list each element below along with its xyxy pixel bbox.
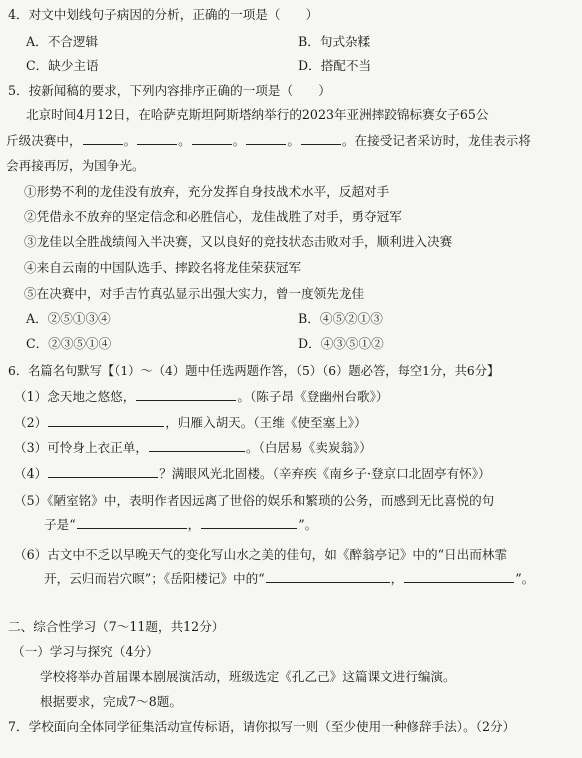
q6-s3-source: 。（白居易《卖炭翁》） [245,440,372,455]
q4-option-a: A．不合逻辑 [26,34,99,49]
q5-passage-line3: 会再接再厉，为国争光。 [6,158,145,173]
q6-s6-close: ”。 [515,571,535,586]
q6-sentence-1 [14,386,388,405]
q5-blank-4[interactable] [246,132,286,145]
q5-option-c: C．②③⑤①④ [26,336,112,351]
q6-s6-blank-2[interactable] [404,570,514,583]
q6-s1-source: 。（陈子昂《登幽州台歌》） [237,389,389,404]
q6-s2-text: ，归雁入胡天。（王维《使至塞上》） [165,415,367,430]
section2-subsection-title: （一）学习与探究（4分） [12,644,159,659]
q5-option-d: D．④③⑤①② [298,336,384,351]
q5-blank-2[interactable] [137,132,177,145]
q5-item-2: ②凭借永不放弃的坚定信念和必胜信心，龙佳战胜了对手，勇夺冠军 [24,209,402,224]
q6-s6-lead: 开，云归而岩穴暝”；《岳阳楼记》中的“ [44,571,265,586]
q4-stem: 4．对文中划线句子病因的分析，正确的一项是（ ） [8,7,319,22]
q4-option-d: D．搭配不当 [298,58,372,73]
q5-item-4: ④来自云南的中国队选手、摔跤名将龙佳荣获冠军 [24,260,302,275]
q6-s5-blank-2[interactable] [201,516,297,529]
q5-blank-3[interactable] [192,132,232,145]
q5-item-5: ⑤在决赛中，对手吉竹真弘显示出强大实力，曾一度领先龙佳 [24,286,365,301]
q6-sentence-3 [14,437,372,456]
q5-blank-5[interactable] [301,132,341,145]
q5-passage-line2-start: 斤级决赛中， [6,133,82,148]
q5-option-a: A．②⑤①③④ [26,311,111,326]
q6-s1-text: （1）念天地之悠悠， [14,389,136,404]
section2-intro-1: 学校将举办首届课本剧展演活动，班级选定《孔乙己》这篇课文进行编演。 [40,669,456,684]
q6-sentence-5-line2 [44,514,317,533]
q6-s5-blank-1[interactable] [77,516,187,529]
q6-s4-blank[interactable] [48,465,158,478]
q6-s6-comma: ， [390,571,404,586]
q5-item-1: ①形势不利的龙佳没有放弃，充分发挥自身技战术水平，反超对手 [24,184,390,199]
q6-s4-num: （4） [14,466,48,481]
q5-passage-line2: 斤级决赛中， 。 。 。 。 。在接受记者采访时，龙佳表示将 [6,133,531,148]
q6-s2-num: （2） [14,415,48,430]
q6-s3-blank[interactable] [149,439,245,452]
section2-intro-2: 根据要求，完成7～8题。 [40,694,182,709]
q5-stem: 5．按新闻稿的要求，下列内容排序正确的一项是（ ） [8,83,331,98]
q6-stem: 6．名篇名句默写【（1）～（4）题中任选两题作答，（5）（6）题必答，每空1分，共6分】 [8,364,500,378]
q4-option-b: B．句式杂糅 [298,34,371,49]
q6-s6-blank-1[interactable] [266,570,390,583]
q6-sentence-6-line2 [44,568,534,587]
q6-sentence-4 [14,463,491,482]
q6-sentence-6-line1: （6）古文中不乏以早晚天气的变化写山水之美的佳句，如《醉翁亭记》中的“日出而林霏 [14,547,508,562]
q6-s5-comma: ， [187,517,201,532]
q6-s3-text: （3）可怜身上衣正单， [14,440,148,455]
q6-s4-text: ？满眼风光北固楼。（辛弃疾《南乡子·登京口北固亭有怀》） [159,466,491,481]
q5-passage-line2-end: 。在接受记者采访时，龙佳表示将 [341,133,531,148]
q6-sentence-5-line1: （5）《陋室铭》中，表明作者因远离了世俗的娱乐和繁琐的公务，而感到无比喜悦的句 [14,493,495,508]
q5-option-b: B．④⑤②①③ [298,311,383,326]
q5-item-3: ③龙佳以全胜战绩闯入半决赛，又以良好的竞技状态击败对手，顺利进入决赛 [24,234,453,249]
q6-s5-close: ”。 [298,517,318,532]
section2-title: 二、综合性学习（7～11题，共12分） [8,619,225,634]
q5-passage-line1: 北京时间4月12日，在哈萨克斯坦阿斯塔纳举行的2023年亚洲摔跤锦标赛女子65公 [26,107,489,122]
q6-sentence-2 [14,412,367,431]
q4-option-c: C．缺少主语 [26,58,99,73]
q6-s5-lead: 子是“ [44,517,76,532]
q6-s1-blank[interactable] [136,388,236,401]
q7-stem: 7．学校面向全体同学征集活动宣传标语，请你拟写一则（至少使用一种修辞手法）。（2分） [8,719,516,734]
q6-s2-blank[interactable] [48,414,164,427]
q5-blank-1[interactable] [83,132,123,145]
